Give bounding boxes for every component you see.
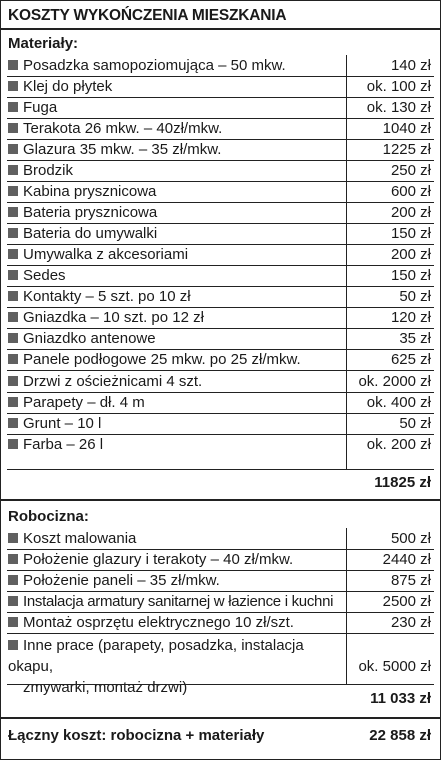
row-divider — [7, 223, 434, 224]
square-bullet-icon — [8, 312, 18, 322]
row-divider — [7, 97, 434, 98]
row-divider — [7, 413, 434, 414]
square-bullet-icon — [8, 354, 18, 364]
row-divider — [7, 612, 434, 613]
square-bullet-icon — [8, 640, 18, 650]
row-divider — [7, 265, 434, 266]
grand-total-value: 22 858 zł — [369, 727, 431, 744]
row-divider — [7, 370, 434, 371]
square-bullet-icon — [8, 554, 18, 564]
square-bullet-icon — [8, 418, 18, 428]
row-divider — [7, 633, 434, 634]
grand-total-row — [8, 727, 431, 744]
square-bullet-icon — [8, 144, 18, 154]
row-divider — [7, 118, 434, 119]
row-divider — [7, 139, 434, 140]
table-title: KOSZTY WYKOŃCZENIA MIESZKANIA — [1, 1, 440, 30]
row-divider — [7, 244, 434, 245]
square-bullet-icon — [8, 102, 18, 112]
row-divider — [7, 392, 434, 393]
square-bullet-icon — [8, 575, 18, 585]
row-divider — [7, 181, 434, 182]
row-divider — [7, 160, 434, 161]
square-bullet-icon — [8, 439, 18, 449]
row-divider — [7, 349, 434, 350]
square-bullet-icon — [8, 249, 18, 259]
row-divider — [7, 549, 434, 550]
square-bullet-icon — [8, 333, 18, 343]
square-bullet-icon — [8, 596, 18, 606]
square-bullet-icon — [8, 397, 18, 407]
square-bullet-icon — [8, 291, 18, 301]
row-divider — [7, 328, 434, 329]
square-bullet-icon — [8, 81, 18, 91]
square-bullet-icon — [8, 533, 18, 543]
labor-heading: Robocizna: — [8, 508, 89, 525]
row-divider — [7, 591, 434, 592]
row-divider — [7, 202, 434, 203]
row-divider — [7, 76, 434, 77]
row-divider — [7, 307, 434, 308]
row-divider — [7, 469, 434, 470]
cost-table: KOSZTY WYKOŃCZENIA MIESZKANIA Materiały: Posadzka samopoziomująca – 50 mkw. 140 zł Klej do płytek ok. 100 zł Fuga ok. 130 zł Terakota 26 mkw. – 40zł/mkw. 1040 zł Glazura 35 mkw. – 35 zł/mkw. 1225 zł Brodzik 250 zł Kabina prysznicowa 600 zł Bateria prysznicowa 200 zł Bateria do umywalki 150 zł Umywalka z akcesoriami 200 zł Sedes 150 zł Kontakty – 5 szt. po 10 zł 50 zł Gniazdka – 10 szt. po 12 zł 120 zł Gniazdko antenowe 35 zł Panele podłogowe 25 mkw. po 25 zł/mkw. 625 zł Drzwi z ościeżnicami 4 szt. ok. 2000 zł Parapety – dł. 4 m ok. 400 zł Grunt – 10 l 50 zł Farba – 26 l ok. 200 zł 11825 zł Robocizna: Koszt malowania 500 zł Położenie glazury i terakoty – 40 zł/mkw. 2440 zł Położenie paneli – 35 zł/mkw. 875 zł Instalacja armatury sanitarnej w łazience i kuchni 2500 zł Montaż osprzętu elektrycznego 10 zł/szt. 230 zł Inne prace (parapety, posadzka, instalacja okapu, zmywarki, montaż drzwi) ok. 5000 zł 11 033 zł Łączny koszt: robocizna + materiały 22 858 zł — [0, 0, 441, 760]
grand-total-label: Łączny koszt: robocizna + materiały — [8, 727, 265, 744]
square-bullet-icon — [8, 186, 18, 196]
section-separator — [1, 499, 440, 501]
section-separator — [1, 717, 440, 719]
square-bullet-icon — [8, 207, 18, 217]
square-bullet-icon — [8, 270, 18, 280]
labor-total: 11 033 zł — [370, 690, 431, 707]
list-item: Inne prace (parapety, posadzka, instalacja okapu, zmywarki, montaż drzwi) ok. 5000 zł — [8, 637, 431, 696]
square-bullet-icon — [8, 60, 18, 70]
square-bullet-icon — [8, 165, 18, 175]
square-bullet-icon — [8, 617, 18, 627]
row-divider — [7, 684, 434, 685]
row-divider — [7, 570, 434, 571]
row-divider — [7, 434, 434, 435]
materials-heading: Materiały: — [8, 35, 79, 52]
square-bullet-icon — [8, 123, 18, 133]
row-divider — [7, 286, 434, 287]
square-bullet-icon — [8, 376, 18, 386]
square-bullet-icon — [8, 228, 18, 238]
materials-total: 11825 zł — [374, 474, 431, 491]
